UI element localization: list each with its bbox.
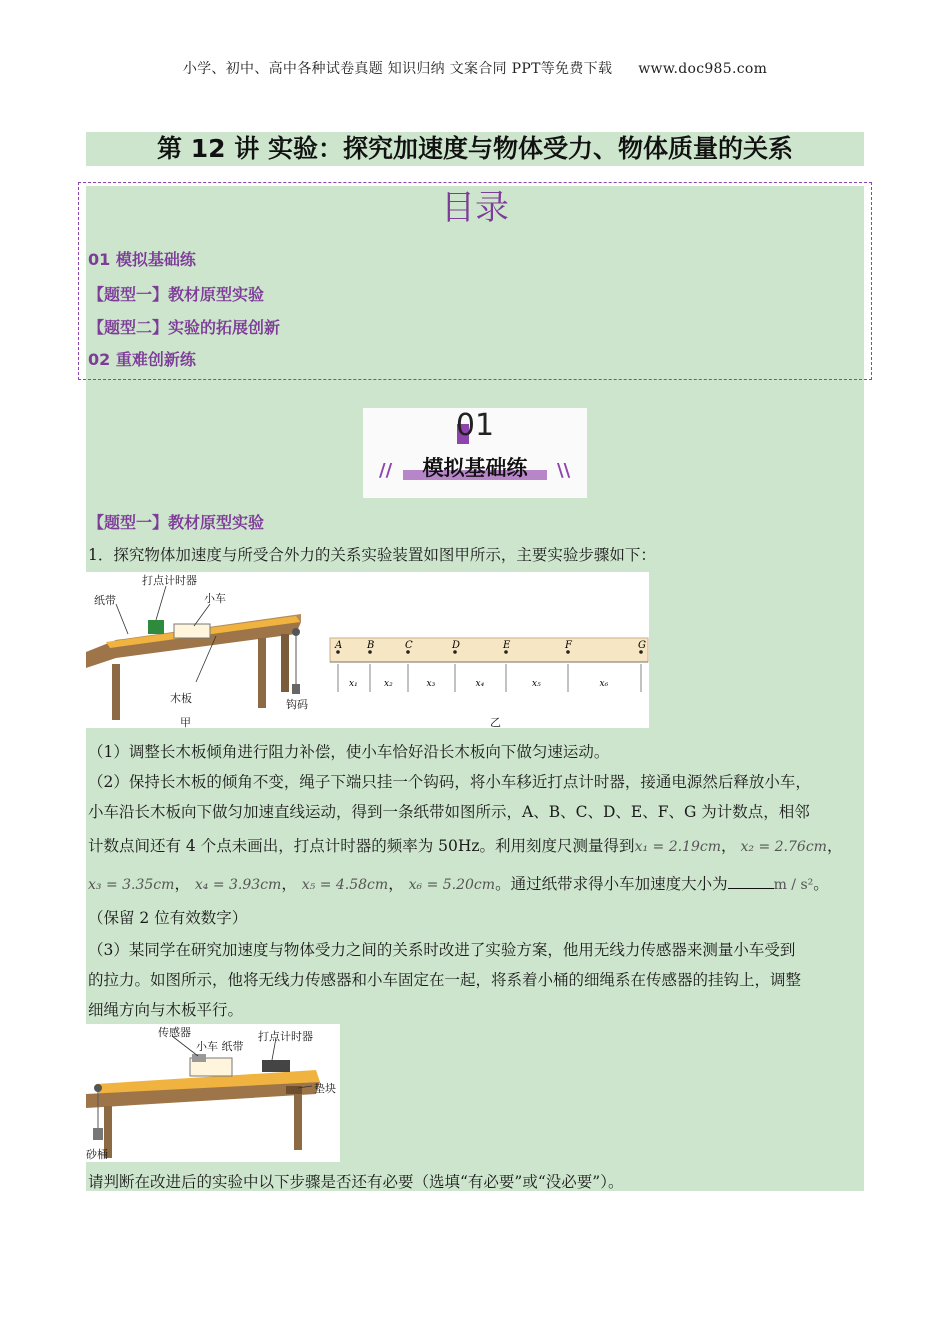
figure-apparatus [86,572,649,728]
step-2-line-3-text: 计数点间还有 4 个点未画出，打点计时器的频率为 50Hz。利用刻度尺测量得到 [88,837,635,855]
label-cart-tape: 小车 纸带 [196,1040,244,1053]
step-3-line-2: 的拉力。如图所示，他将无线力传感器和小车固定在一起，将系着小桶的细绳系在传感器的挂钩上，调整 [88,971,802,989]
tape-point-label-G: G [638,640,646,651]
label-sensor: 传感器 [158,1026,191,1039]
step-2-line-4: x₃ = 3.35cm， x₄ = 3.93cm， x₅ = 4.58cm， x₆ = 5.20cm。通过纸带求得小车加速度大小为 m / s²。 [88,875,829,893]
site-header [0,58,950,78]
toc-item-4[interactable]: 02 重难创新练 [88,350,196,369]
step-3-line-1: （3）某同学在研究加速度与物体受力之间的关系时改进了实验方案，他用无线力传感器来测量小车受到 [88,941,796,959]
page-title: 第 12 讲 实验：探究加速度与物体受力、物体质量的关系 [86,132,864,166]
step-2-line-3: 计数点间还有 4 个点未画出，打点计时器的频率为 50Hz。利用刻度尺测量得到x₁ = 2.19cm， x₂ = 2.76cm， [88,837,843,855]
value-x3: x₃ = 3.35cm [88,877,175,893]
label-timer-2: 打点计时器 [258,1030,313,1043]
segment-label-1: x₁ [349,679,358,689]
segment-label-2: x₂ [384,679,393,689]
caption-yi: 乙 [490,716,501,729]
segment-label-4: x₄ [475,679,485,689]
unit: m / s² [773,877,814,893]
step-2-line-2: 小车沿长木板向下做匀加速直线运动，得到一条纸带如图所示，A、B、C、D、E、F、G 为计数点，相邻 [88,803,810,821]
label-cart: 小车 [204,592,226,605]
tape-point-label-E: E [503,640,511,651]
segment-label-5: x₅ [532,679,541,689]
step-2-note: （保留 2 位有效数字） [88,909,248,927]
tape-point-label-D: D [452,640,461,651]
answer-blank[interactable] [728,874,774,889]
step-1: （1）调整长木板倾角进行阻力补偿，使小车恰好沿长木板向下做匀速运动。 [88,743,610,761]
step-2-end: 。通过纸带求得小车加速度大小为 [495,875,728,893]
badge-slash-left: // [379,460,393,481]
figure-improved-apparatus [86,1024,340,1162]
label-board: 木板 [170,692,192,705]
final-prompt: 请判断在改进后的实验中以下步骤是否还有必要（选填“有必要”或“没必要”）。 [88,1173,624,1191]
toc-item-3[interactable]: 【题型二】实验的拓展创新 [88,318,281,337]
toc-item-1[interactable]: 01 模拟基础练 [88,250,196,269]
header-url[interactable]: www.doc985.com [638,61,768,77]
tape-point-label-C: C [405,640,413,651]
step-3-line-3: 细绳方向与木板平行。 [88,1001,244,1019]
value-x5: x₅ = 4.58cm [301,877,389,893]
value-x1: x₁ = 2.19cm [634,839,721,855]
label-bucket: 砂桶 [86,1148,108,1161]
segment-label-3: x₃ [426,679,436,689]
badge-label: 模拟基础练 [422,456,528,480]
label-block: 垫块 [314,1082,336,1095]
section-label: 【题型一】教材原型实验 [88,513,265,532]
header-text: 小学、初中、高中各种试卷真题 知识归纳 文案合同 PPT等免费下载 [182,61,613,77]
toc-item-2[interactable]: 【题型一】教材原型实验 [88,285,265,304]
step-2-line-1: （2）保持长木板的倾角不变，绳子下端只挂一个钩码，将小车移近打点计时器，接通电源然后释放小车， [88,773,811,791]
value-x4: x₄ = 3.93cm [194,877,282,893]
tape-segments [338,664,641,692]
caption-jia: 甲 [180,716,191,729]
label-tape: 纸带 [94,594,116,607]
question-intro: 1．探究物体加速度与所受合外力的关系实验装置如图甲所示，主要实验步骤如下： [88,546,656,564]
section-badge [363,408,587,498]
tape-point-label-F: F [565,640,572,651]
value-x6: x₆ = 5.20cm [408,877,496,893]
badge-slash-right: \\ [557,460,571,481]
toc-heading: 目录 [441,188,509,228]
label-timer: 打点计时器 [142,574,197,587]
tape-point-label-B: B [367,640,375,651]
period: 。 [813,875,829,893]
label-weight: 钩码 [286,698,308,711]
value-x2: x₂ = 2.76cm [740,839,827,855]
tape-point-label-A: A [335,640,343,651]
segment-label-6: x₆ [599,679,609,689]
badge-number: 01 [455,408,495,443]
